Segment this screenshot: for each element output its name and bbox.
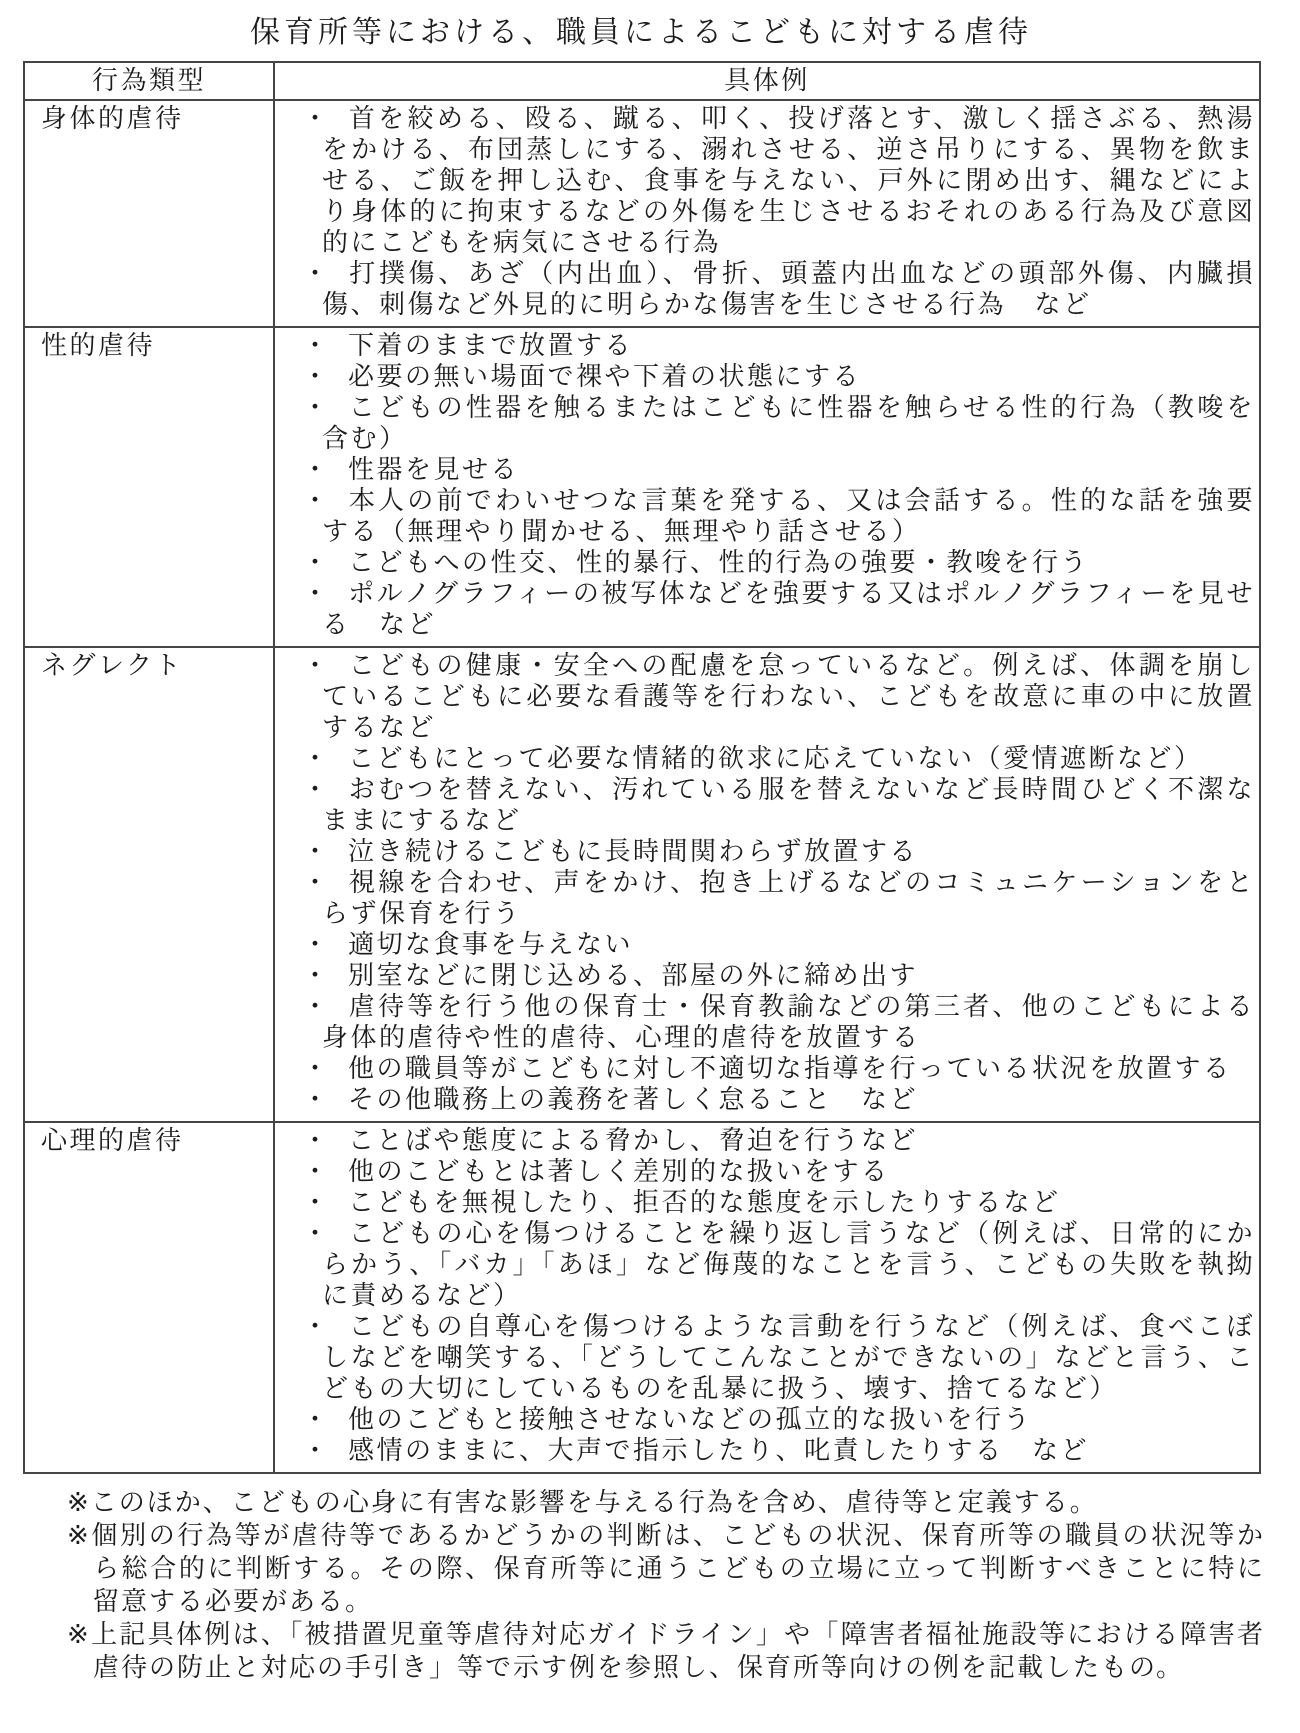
example-text: 別室などに閉じ込める、部屋の外に締め出す: [348, 960, 919, 990]
example-text: 他のこどもとは著しく差別的な扱いをする: [348, 1156, 890, 1186]
example-item: [275, 392, 1255, 454]
footnotes: [67, 1486, 1265, 1684]
examples-cell: [274, 327, 1260, 647]
example-text: こどもの心を傷つけることを繰り返し言うなど（例えば、日常的にからかう、「バカ」「あほ」など侮蔑的なことを言う、こどもの失敗を執拗に責めるなど）: [322, 1218, 1255, 1310]
example-text: ことばや態度による脅かし、脅迫を行うなど: [348, 1125, 919, 1155]
table-body: [24, 100, 1260, 1473]
bullet-icon: ・: [302, 929, 329, 959]
example-item: [275, 1084, 1255, 1115]
example-text: その他職務上の義務を著しく怠ること など: [348, 1084, 919, 1114]
examples-cell: [274, 1122, 1260, 1473]
example-item: [275, 485, 1255, 547]
example-text: 感情のままに、大声で指示したり、叱責したりする など: [348, 1435, 1090, 1465]
example-text: こどもへの性交、性的暴行、性的行為の強要・教唆を行う: [348, 547, 1090, 577]
column-header-act-type: 行為類型: [24, 62, 274, 100]
example-item: [275, 867, 1255, 929]
footnote: ※上記具体例は、「被措置児童等虐待対応ガイドライン」や「障害者福祉施設等における障害者虐待の防止と対応の手引き」等で示す例を参照し、保育所等向けの例を記載したもの。: [67, 1619, 1265, 1682]
examples-cell: [274, 647, 1260, 1122]
footnote: ※個別の行為等が虐待等であるかどうかの判断は、こどもの状況、保育所等の職員の状況等から総合的に判断する。その際、保育所等に通うこどもの立場に立って判断すべきことに特に留意する必要がある。: [67, 1520, 1265, 1616]
example-item: [275, 578, 1255, 640]
example-text: 適切な食事を与えない: [348, 929, 634, 959]
bullet-icon: ・: [302, 1404, 329, 1434]
bullet-icon: ・: [302, 361, 329, 391]
table-row: [24, 647, 1260, 1122]
example-item: [275, 774, 1255, 836]
example-text: こどもの健康・安全への配慮を怠っているなど。例えば、体調を崩しているこどもに必要な看護等を行わない、こどもを故意に車の中に放置するなど: [322, 650, 1255, 742]
act-type-cell: ネグレクト: [24, 647, 274, 1122]
act-type-cell: 身体的虐待: [24, 100, 274, 327]
bullet-icon: ・: [302, 1187, 329, 1217]
bullet-icon: ・: [302, 1156, 329, 1186]
example-item: [275, 103, 1255, 258]
example-text: 打撲傷、あざ（内出血）、骨折、頭蓋内出血などの頭部外傷、内臓損傷、刺傷など外見的に明らかな傷害を生じさせる行為 など: [322, 258, 1255, 319]
bullet-icon: ・: [302, 960, 329, 990]
examples-cell: [274, 100, 1260, 327]
bullet-icon: ・: [302, 330, 329, 360]
bullet-icon: ・: [302, 454, 329, 484]
header-row: [24, 62, 1260, 100]
bullet-icon: ・: [302, 485, 329, 515]
table-row: [24, 100, 1260, 327]
example-item: [275, 960, 1255, 991]
example-item: [275, 1311, 1255, 1404]
example-item: [275, 1218, 1255, 1311]
example-item: [275, 361, 1255, 392]
table-row: [24, 327, 1260, 647]
bullet-icon: ・: [302, 547, 329, 577]
bullet-icon: ・: [302, 991, 329, 1021]
act-type-cell: 心理的虐待: [24, 1122, 274, 1473]
example-text: 本人の前でわいせつな言葉を発する、又は会話する。性的な話を強要する（無理やり聞かせる、無理やり話させる）: [322, 485, 1255, 546]
example-text: 必要の無い場面で裸や下着の状態にする: [348, 361, 862, 391]
example-text: 下着のままで放置する: [348, 330, 634, 360]
example-item: [275, 454, 1255, 485]
example-text: 他のこどもと接触させないなどの孤立的な扱いを行う: [348, 1404, 1033, 1434]
bullet-icon: ・: [302, 258, 330, 288]
footnote: ※このほか、こどもの心身に有害な影響を与える行為を含め、虐待等と定義する。: [67, 1487, 1098, 1517]
example-item: [275, 1125, 1255, 1156]
example-text: こどもの自尊心を傷つけるような言動を行うなど（例えば、食べこぼしなどを嘲笑する、「どうしてこんなことができないの」などと言う、こどもの大切にしているものを乱暴に扱う、壊す、捨てるなど）: [322, 1311, 1255, 1403]
bullet-icon: ・: [302, 743, 329, 773]
act-type-cell: 性的虐待: [24, 327, 274, 647]
example-text: 性器を見せる: [348, 454, 520, 484]
bullet-icon: ・: [302, 1435, 329, 1465]
example-item: [275, 1404, 1255, 1435]
bullet-icon: ・: [302, 1311, 329, 1341]
example-item: [275, 929, 1255, 960]
table-header: [24, 62, 1260, 100]
bullet-icon: ・: [302, 774, 329, 804]
column-header-examples: 具体例: [274, 62, 1260, 100]
example-item: [275, 1435, 1255, 1466]
bullet-icon: ・: [302, 1084, 329, 1114]
example-text: ポルノグラフィーの被写体などを強要する又はポルノグラフィーを見せる など: [322, 578, 1255, 639]
bullet-icon: ・: [302, 867, 329, 897]
abuse-types-table: [23, 61, 1261, 1474]
example-text: こどもを無視したり、拒否的な態度を示したりするなど: [348, 1187, 1061, 1217]
example-text: 首を絞める、殴る、蹴る、叩く、投げ落とす、激しく揺さぶる、熱湯をかける、布団蒸しにする、溺れさせる、逆さ吊りにする、異物を飲ませる、ご飯を押し込む、食事を与えない、戸外に閉め出す、縄などにより身体的に拘束するなどの外傷を生じさせるおそれのある行為及び意図的にこどもを病気にさせる行為: [322, 103, 1255, 257]
example-item: [275, 330, 1255, 361]
bullet-icon: ・: [302, 650, 329, 680]
bullet-icon: ・: [302, 1125, 329, 1155]
example-item: [275, 1053, 1255, 1084]
example-item: [275, 258, 1255, 320]
example-text: こどもにとって必要な情緒的欲求に応えていない（愛情遮断など）: [348, 743, 1203, 773]
example-text: 泣き続けるこどもに長時間関わらず放置する: [348, 836, 919, 866]
bullet-icon: ・: [302, 836, 329, 866]
bullet-icon: ・: [302, 578, 329, 608]
bullet-icon: ・: [302, 392, 329, 422]
example-text: おむつを替えない、汚れている服を替えないなど長時間ひどく不潔なままにするなど: [322, 774, 1255, 835]
bullet-icon: ・: [302, 103, 329, 133]
example-item: [275, 836, 1255, 867]
bullet-icon: ・: [302, 1218, 329, 1248]
example-item: [275, 650, 1255, 743]
example-item: [275, 991, 1255, 1053]
example-item: [275, 1187, 1255, 1218]
example-text: 他の職員等がこどもに対し不適切な指導を行っている状況を放置する: [348, 1053, 1232, 1083]
example-item: [275, 547, 1255, 578]
page-title: 保育所等における、職員によるこどもに対する虐待: [250, 16, 1032, 49]
example-text: 視線を合わせ、声をかけ、抱き上げるなどのコミュニケーションをとらず保育を行う: [322, 867, 1255, 928]
example-item: [275, 743, 1255, 774]
bullet-icon: ・: [302, 1053, 329, 1083]
example-item: [275, 1156, 1255, 1187]
example-text: こどもの性器を触るまたはこどもに性器を触らせる性的行為（教唆を含む）: [322, 392, 1255, 453]
table-row: [24, 1122, 1260, 1473]
example-text: 虐待等を行う他の保育士・保育教諭などの第三者、他のこどもによる身体的虐待や性的虐待、心理的虐待を放置する: [322, 991, 1255, 1052]
